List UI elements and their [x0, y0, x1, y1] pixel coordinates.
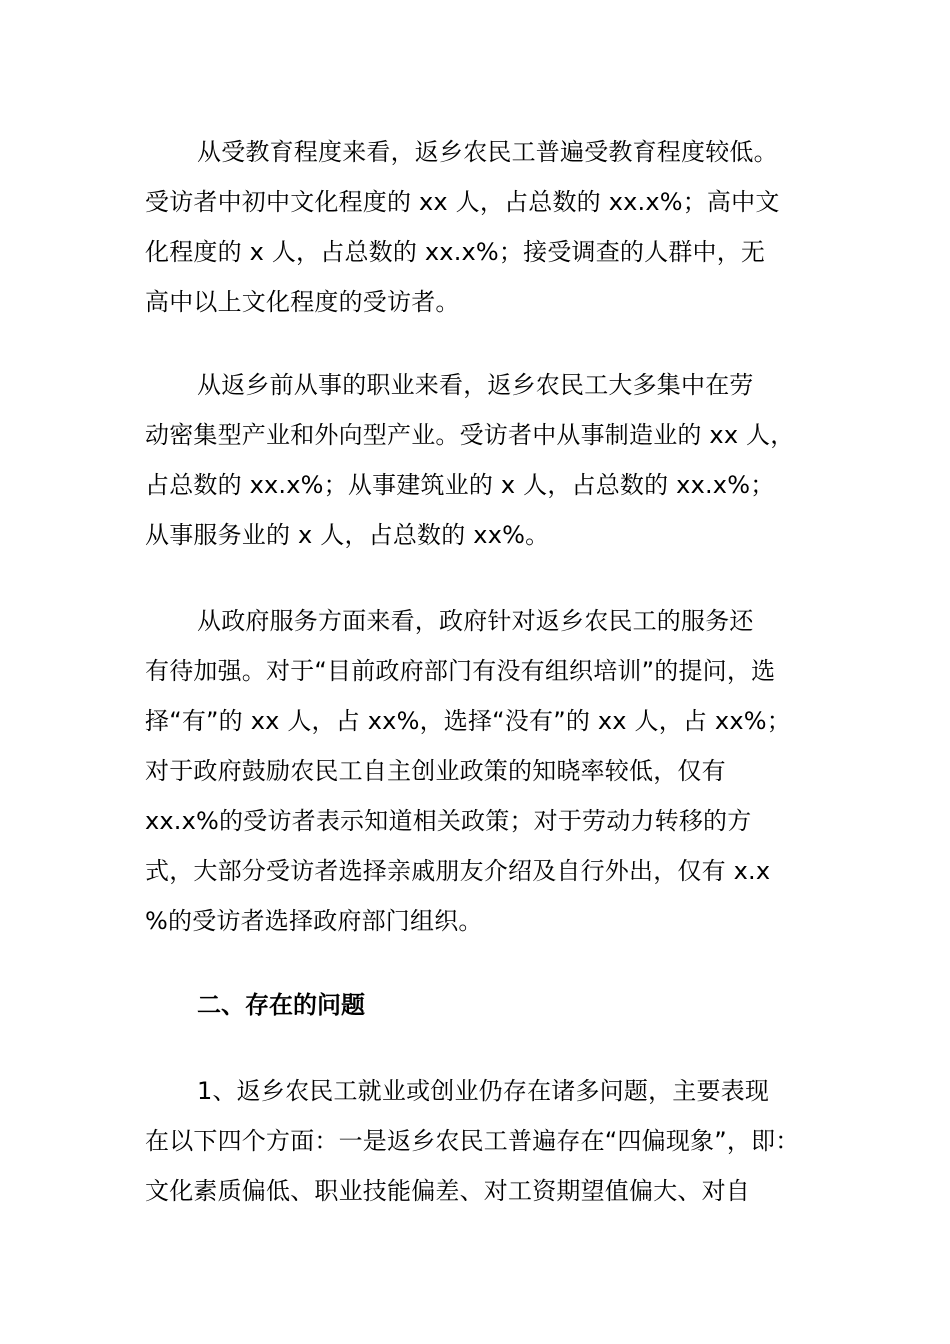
text-line: 受访者中初中文化程度的 xx 人，占总数的 xx.x%；高中文: [145, 188, 780, 216]
text-line: 从政府服务方面来看，政府针对返乡农民工的服务还: [197, 607, 754, 635]
paragraph-occupation: [145, 360, 835, 560]
text-line: 占总数的 xx.x%；从事建筑业的 x 人，占总数的 xx.x%；: [145, 471, 775, 499]
text-line: 对于政府鼓励农民工自主创业政策的知晓率较低，仅有: [145, 757, 726, 785]
paragraph-education: [145, 127, 835, 327]
text-line: 在以下四个方面：一是返乡农民工普遍存在“四偏现象”，即：: [145, 1127, 800, 1155]
text-line: 文化素质偏低、职业技能偏差、对工资期望值偏大、对自: [145, 1177, 750, 1205]
text-line: 1、返乡农民工就业或创业仍存在诸多问题，主要表现: [197, 1077, 770, 1105]
text-line: 从受教育程度来看，返乡农民工普遍受教育程度较低。: [197, 138, 778, 166]
text-line: 从返乡前从事的职业来看，返乡农民工大多集中在劳: [197, 371, 754, 399]
text-line: 化程度的 x 人，占总数的 xx.x%；接受调查的人群中，无: [145, 238, 766, 266]
text-line: 从事服务业的 x 人，占总数的 xx%。: [145, 521, 550, 549]
text-line: 式，大部分受访者选择亲戚朋友介绍及自行外出，仅有 x.x: [145, 857, 771, 885]
paragraph-government-service: [145, 596, 835, 946]
text-line: %的受访者选择政府部门组织。: [145, 907, 483, 935]
text-line: 择“有”的 xx 人，占 xx%，选择“没有”的 xx 人，占 xx%；: [145, 707, 791, 735]
text-line: xx.x%的受访者表示知道相关政策；对于劳动力转移的方: [145, 807, 752, 835]
paragraph-problems: [145, 1066, 835, 1216]
section-heading: 二、存在的问题: [197, 991, 365, 1019]
text-line: 动密集型产业和外向型产业。受访者中从事制造业的 xx 人，: [145, 421, 795, 449]
text-line: 高中以上文化程度的受访者。: [145, 288, 460, 316]
text-line: 有待加强。对于“目前政府部门有没有组织培训”的提问，选: [145, 657, 776, 685]
